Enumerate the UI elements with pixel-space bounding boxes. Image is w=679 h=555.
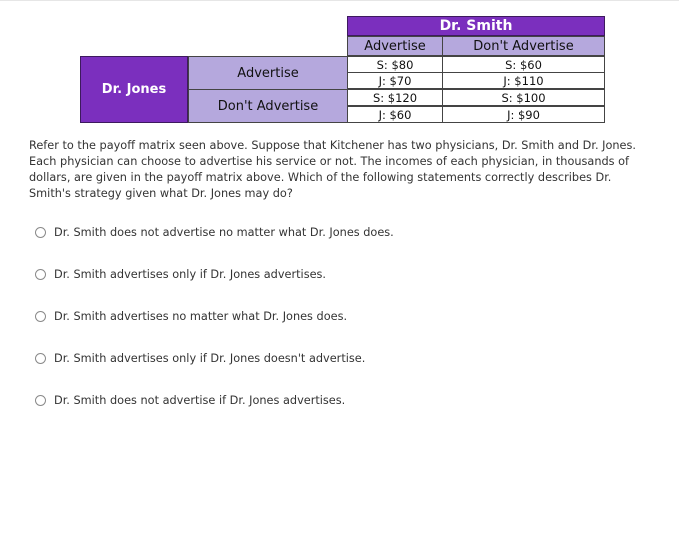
radio-button[interactable] xyxy=(35,353,46,364)
payoff-smith-dont-dont: S: $100 xyxy=(442,89,605,106)
answer-option-label: Dr. Smith advertises no matter what Dr. Jones does. xyxy=(54,310,348,323)
payoff-jones-adv-adv: J: $70 xyxy=(347,72,443,89)
answer-option-label: Dr. Smith does not advertise no matter what Dr. Jones does. xyxy=(54,226,394,239)
column-header-advertise: Advertise xyxy=(347,36,443,56)
top-divider xyxy=(0,0,679,1)
payoff-jones-dont-adv: J: $60 xyxy=(347,106,443,123)
answer-option[interactable] xyxy=(35,352,365,365)
payoff-matrix xyxy=(80,16,605,122)
row-header-dont-advertise: Don't Advertise xyxy=(188,89,348,123)
question-text: Refer to the payoff matrix seen above. Suppose that Kitchener has two physicians, Dr. Smith and Dr. Jones. Each physician can choose to advertise his service or not. The incomes of each physician, in thousands of dollars, are given in the payoff matrix above. Which of the following statements correctly describes Dr. Smith's strategy given what Dr. Jones may do? xyxy=(29,139,636,200)
row-header-advertise: Advertise xyxy=(188,56,348,90)
radio-button[interactable] xyxy=(35,269,46,280)
column-header-dont-advertise: Don't Advertise xyxy=(442,36,605,56)
column-player-header: Dr. Smith xyxy=(347,16,605,36)
payoff-smith-adv-dont: S: $60 xyxy=(442,56,605,73)
radio-button[interactable] xyxy=(35,227,46,238)
answer-option-label: Dr. Smith advertises only if Dr. Jones advertises. xyxy=(54,268,327,281)
row-player-header: Dr. Jones xyxy=(80,56,188,123)
answer-option[interactable] xyxy=(35,226,394,239)
radio-button[interactable] xyxy=(35,395,46,406)
answer-option[interactable] xyxy=(35,394,345,407)
payoff-smith-adv-adv: S: $80 xyxy=(347,56,443,73)
radio-button[interactable] xyxy=(35,311,46,322)
payoff-jones-dont-dont: J: $90 xyxy=(442,106,605,123)
answer-option-label: Dr. Smith does not advertise if Dr. Jones advertises. xyxy=(54,394,346,407)
answer-option-label: Dr. Smith advertises only if Dr. Jones doesn't advertise. xyxy=(54,352,366,365)
answer-option[interactable] xyxy=(35,310,347,323)
payoff-smith-dont-adv: S: $120 xyxy=(347,89,443,106)
payoff-jones-adv-dont: J: $110 xyxy=(442,72,605,89)
answer-option[interactable] xyxy=(35,268,326,281)
